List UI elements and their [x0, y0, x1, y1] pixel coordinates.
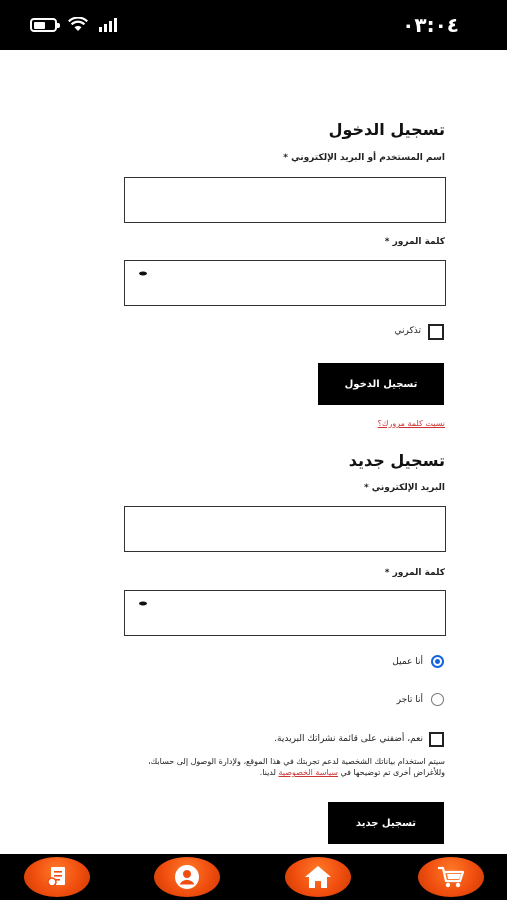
password-label: كلمة المرور * [384, 237, 445, 247]
login-title: تسجيل الدخول [328, 120, 445, 139]
account-icon [174, 864, 200, 890]
login-button[interactable]: تسجيل الدخول [318, 363, 444, 405]
cart-icon [436, 864, 466, 890]
status-icons [30, 17, 117, 32]
wifi-icon [68, 17, 88, 32]
battery-icon [30, 18, 57, 32]
customer-radio[interactable] [431, 655, 444, 668]
forgot-password-link[interactable]: نسيت كلمة مرورك؟ [377, 419, 445, 428]
status-bar [0, 0, 507, 50]
signal-icon [99, 18, 117, 32]
account-page [0, 50, 507, 854]
register-password-label: كلمة المرور * [384, 568, 445, 578]
privacy-suffix: لدينا. [259, 768, 276, 777]
remember-me-checkbox[interactable] [428, 324, 444, 340]
privacy-text: سيتم استخدام بياناتك الشخصية لدعم تجربتك في هذا الموقع، ولإدارة الوصول إلى حسابك، وللأغراض أخرى تم توضيحها في [148, 757, 445, 777]
privacy-notice [115, 756, 445, 778]
show-password-icon[interactable] [139, 271, 147, 276]
newsletter-checkbox[interactable] [429, 732, 444, 747]
show-password-icon[interactable] [139, 601, 147, 606]
register-password-input[interactable] [124, 590, 446, 636]
privacy-policy-link[interactable]: سياسة الخصوصية [278, 768, 338, 777]
bottom-nav [0, 854, 507, 900]
register-title: تسجيل جديد [348, 451, 445, 470]
merchant-radio-label: أنا تاجر [396, 695, 423, 705]
email-label: البريد الإلكتروني * [363, 483, 445, 493]
username-input[interactable] [124, 177, 446, 223]
customer-radio-label: أنا عميل [392, 657, 423, 667]
nav-cart[interactable] [418, 857, 484, 897]
register-button[interactable]: تسجيل جديد [328, 802, 444, 844]
nav-home[interactable] [285, 857, 351, 897]
login-password-input[interactable] [124, 260, 446, 306]
remember-me-label: تذكرني [394, 326, 421, 336]
nav-account[interactable] [154, 857, 220, 897]
nav-orders[interactable] [24, 857, 90, 897]
email-input[interactable] [124, 506, 446, 552]
username-label: اسم المستخدم أو البريد الإلكتروني * [283, 153, 445, 163]
home-icon [303, 864, 333, 890]
status-time: ٠٣:٠٤ [402, 13, 459, 37]
merchant-radio[interactable] [431, 693, 444, 706]
orders-icon [44, 864, 70, 890]
newsletter-label: نعم، أضفني على قائمة نشراتك البريدية. [274, 734, 423, 744]
